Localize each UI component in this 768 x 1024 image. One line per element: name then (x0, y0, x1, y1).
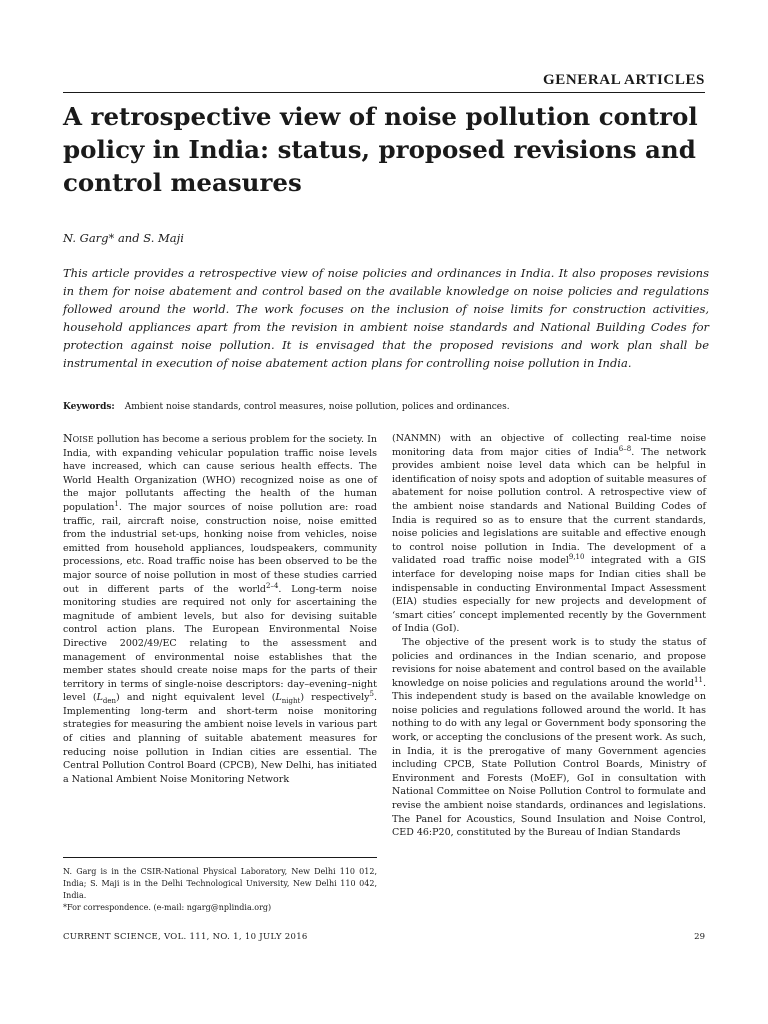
symbol-l: L (96, 692, 103, 704)
footnote-affiliation: N. Garg is in the CSIR-National Physical Laboratory, New Delhi 110 012, India; S. Maji is in the Delhi Technological University, New Delhi 110 042, India. (63, 867, 377, 900)
network-paragraph (392, 432, 706, 636)
footnotes (63, 866, 377, 914)
text-run: integrated with a GIS interface for developing noise maps for Indian cities shall be indispensable in conducting Environmental Impact Assessment (EIA) studies especially for new projects and development of ‘smart cities’ concept implemented recently by the Government of India (GoI). (392, 555, 707, 635)
footnote-rule (63, 857, 377, 858)
article-title: A retrospective view of noise pollution control policy in India: status, proposed revisions and control measures (63, 102, 698, 197)
objective-paragraph (392, 636, 706, 840)
article-abstract: This article provides a retrospective view of noise policies and ordinances in India. It also proposes revisions in them for noise abatement and control based on the available knowledge on noise policies and regulations followed around the world. The work focuses on the inclusion of noise limits for construction activities, household appliances apart from the revision in ambient noise standards and National Building Codes for protection against noise pollution. It is envisaged that the proposed revisions and work plan shall be instrumental in execution of noise abatement action plans for controlling noise pollution in India. (63, 266, 709, 370)
citation-ref: 2–4 (265, 581, 279, 590)
page-number: 29 (694, 932, 705, 942)
text-run: The objective of the present work is to study the status of policies and ordinances in the Indian scenario, and propose revisions for noise abatement and control based on the available knowledge on noise policies and regulations around the world (392, 636, 706, 689)
article-authors: N. Garg* and S. Maji (63, 231, 184, 245)
citation-ref: 5 (369, 690, 374, 699)
text-run: ) respectively (300, 692, 370, 704)
citation-ref: 9,10 (568, 553, 585, 562)
text-run: pollution has become a serious problem for the society. In India, with expanding vehicular population traffic noise levels have increased, which can cause serious health effects. The World Health Organization (WHO) recognized noise as one of the major pollutants affecting the health of the human population (63, 434, 377, 513)
lead-word: Noise (63, 432, 94, 445)
keywords-text: Ambient noise standards, control measures, noise pollution, polices and ordinances. (124, 402, 510, 412)
text-run: (NANMN) with an objective of collecting real-time noise monitoring data from major cities of India (392, 433, 706, 458)
body-column-right (392, 432, 706, 840)
symbol-subscript: den (102, 697, 117, 706)
text-run: . This independent study is based on the available knowledge on noise policies and regulations followed around the world. It has nothing to do with any legal or Government body sponsoring the work, or accepting the conclusions of the present work. As such, in India, it is the prerogative of many Government agencies including CPCB, State Pollution Control Boards, Ministry of Environment and Forests (MoEF), GoI in consultation with National Committee on Noise Pollution Control to formulate and revise the ambient noise standards, ordinances and legislations. The Panel for Acoustics, Sound Insulation and Noise Control, CED 46:P20, constituted by the Bureau of Indian Standards (392, 677, 706, 839)
intro-paragraph (63, 432, 377, 786)
header-rule (63, 92, 705, 93)
text-run: . Long-term noise monitoring studies are required not only for ascertaining the magnitude of ambient levels, but also for devising suitable control action plans. The European Environmental Noise Directive 2002/49/EC relating to the assessment and management of environmental noise establishes that the member states should create noise maps for the parts of their territory in terms of single-noise descriptors: day–evening–night level ( (63, 583, 377, 704)
text-run: . The major sources of noise pollution are: road traffic, rail, aircraft noise, construction noise, noise emitted from the industrial set-ups, honking noise from vehicles, noise emitted from household appliances, loudspeakers, community processions, etc. Road traffic noise has been observed to be the major source of noise pollution in most of these studies carried out in different parts of the world (63, 501, 377, 595)
keywords-label: Keywords: (63, 402, 115, 412)
citation-ref: 6–8 (618, 444, 632, 453)
body-column-left (63, 432, 377, 786)
text-run: ) and night equivalent level ( (116, 692, 276, 704)
citation-ref: 11 (694, 675, 703, 684)
section-label: GENERAL ARTICLES (542, 72, 705, 88)
text-run: . The network provides ambient noise level data which can be helpful in identification of noisy spots and adoption of suitable measures of abatement for noise pollution control. A retrospective view of the ambient noise standards and National Building Codes of India is required so as to ensure that the current standards, noise policies and legislations are suitable and effective enough to control noise pollution in India. The development of a validated road traffic noise model (392, 446, 707, 567)
journal-footer: CURRENT SCIENCE, VOL. 111, NO. 1, 10 JULY 2016 (63, 932, 308, 942)
footnote-correspondence: *For correspondence. (e-mail: ngarg@nplindia.org) (63, 903, 272, 912)
symbol-l: L (275, 692, 282, 704)
keywords-line (63, 402, 709, 412)
text-run: . Implementing long-term and short-term noise monitoring strategies for measuring the ambient noise levels in various part of cities and planning of suitable abatement measures for reducing noise pollution in Indian cities are essential. The Central Pollution Control Board (CPCB), New Delhi, has initiated a National Ambient Noise Monitoring Network (63, 692, 377, 785)
symbol-subscript: night (281, 697, 301, 706)
citation-ref: 1 (114, 499, 119, 508)
